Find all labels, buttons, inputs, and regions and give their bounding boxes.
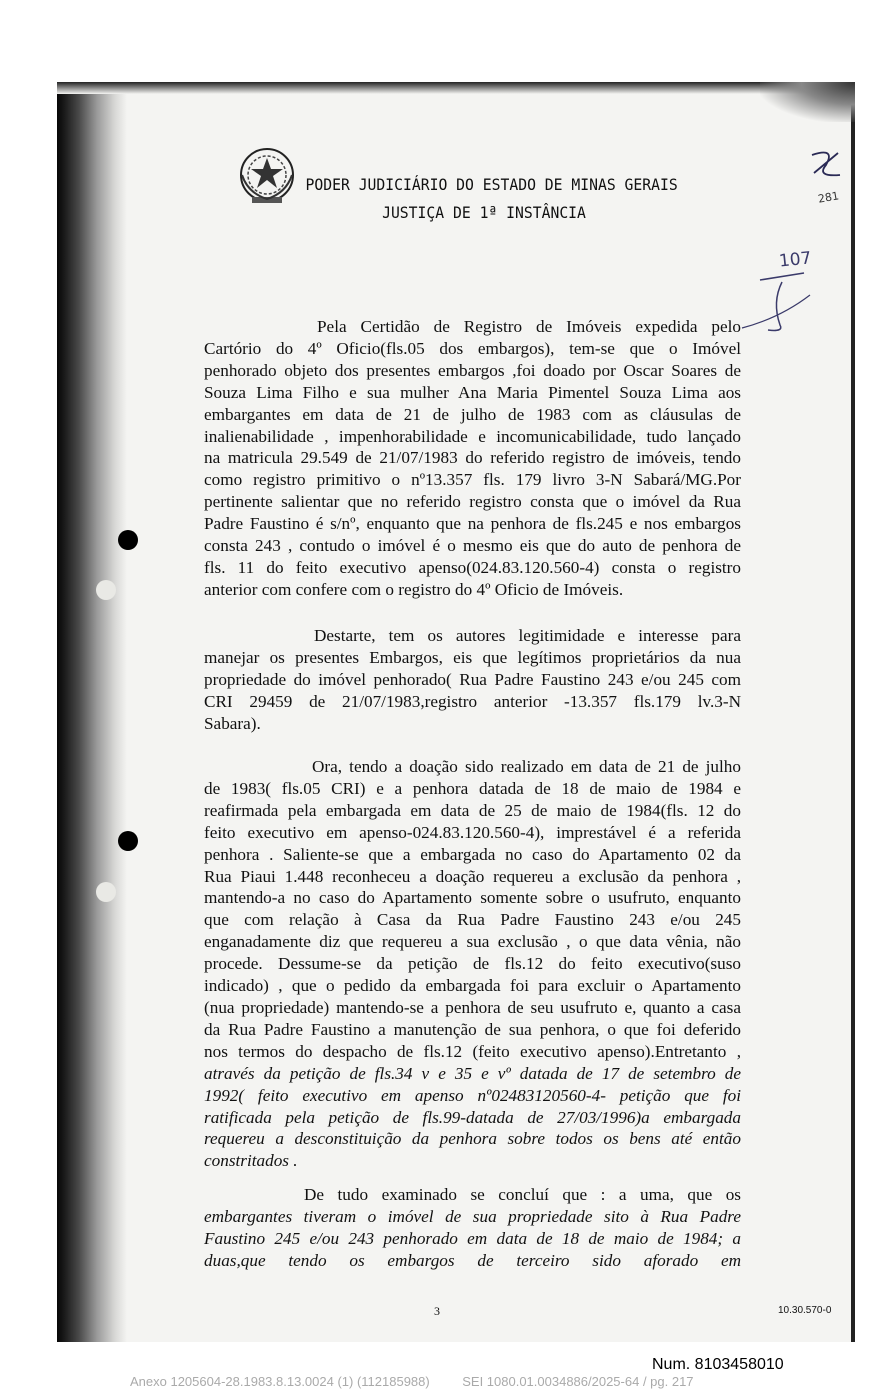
paragraph-3 — [204, 756, 741, 1172]
text-line: ratificada pela petição de fls.99-datada de 27/03/1996)a embargada — [204, 1107, 741, 1127]
punch-hole — [96, 580, 116, 600]
text-line: mantendo-a no caso do Apartamento somente sobre o usufruto, enquanto — [204, 888, 741, 908]
text-line: embargantes tiveram o imóvel de sua propriedade sito à Rua Padre — [204, 1206, 741, 1226]
text-line: Souza Lima Filho e sua mulher Ana Maria Pimentel Souza Lima aos — [204, 382, 741, 402]
paragraph-1 — [204, 316, 741, 601]
corner-page-mark: 281 — [817, 189, 840, 206]
text-line: feito executivo em apenso-024.83.120.560-4), imprestável é a referida — [204, 822, 741, 842]
coat-of-arms-seal-icon — [234, 145, 300, 207]
text-line: 1992( feito executivo em apenso nº02483120560-4- petição que foi — [204, 1085, 741, 1105]
text-line: na matricula 29.549 de 21/07/1983 do referido registro de imóveis, tendo — [204, 448, 741, 468]
text-line: Destarte, tem os autores legitimidade e interesse para — [314, 626, 741, 645]
text-line: Cartório do 4º Oficio(fls.05 dos embargos), tem-se que o Imóvel — [204, 338, 741, 358]
text-line: consta 243 , contudo o imóvel é o mesmo eis que do auto de penhora de — [204, 536, 741, 556]
text-line: fls. 11 do feito executivo apenso(024.83.120.560-4) consta o registro — [204, 557, 741, 577]
text-line: manejar os presentes Embargos, eis que legítimos proprietários da nua — [204, 647, 741, 667]
text-line: Faustino 245 e/ou 243 penhorado em data de 18 de maio de 1984; a — [204, 1228, 741, 1248]
text-line: Rua Piaui 1.448 reconheceu a doação requereu a exclusão da penhora , — [204, 866, 741, 886]
scan-shadow-right — [851, 82, 855, 1342]
scan-corner-shadow — [760, 82, 855, 122]
text-line: penhorado objeto dos presentes embargos ,foi doado por Oscar Soares de — [204, 360, 741, 380]
text-line: através da petição de fls.34 v e 35 e vº datada de 17 de setembro de — [204, 1063, 741, 1083]
handwritten-scribble-icon — [806, 145, 846, 190]
text-line: de 1983( fls.05 CRI) e a penhora datada de 18 de maio de 1984 e — [204, 778, 741, 798]
document-reference: Anexo 1205604-28.1983.8.13.0024 (1) (112185988) SEI 1080.01.0034886/2025-64 / pg. 217 — [130, 1374, 694, 1389]
text-line: duas,que tendo os embargos de terceiro sido aforado em — [204, 1250, 741, 1270]
text-line: nos termos do despacho de fls.12 (feito executivo apenso).Entretanto , — [204, 1041, 741, 1061]
text-line: pertinente salientar que no referido registro consta que o imóvel da Rua — [204, 492, 741, 512]
punch-hole — [96, 882, 116, 902]
page-number: 3 — [434, 1304, 440, 1318]
text-line: Padre Faustino é s/nº, enquanto que na penhora de fls.245 e nos embargos — [204, 514, 741, 534]
text-line: da Rua Padre Faustino a manutenção de sua penhora, o que foi deferido — [204, 1019, 741, 1039]
text-line: procede. Dessume-se da petição de fls.12 do feito executivo(suso — [204, 954, 741, 974]
text-line: como registro primitivo o nº13.357 fls. 179 livro 3-N Sabará/MG.Por — [204, 470, 741, 490]
text-line: (nua propriedade) mantendo-se a penhora de seu usufruto e, quanto a casa — [204, 997, 741, 1017]
text-line: reafirmada pela embargada em data de 25 de maio de 1984(fls. 12 do — [204, 800, 741, 820]
paragraph-4 — [204, 1184, 741, 1272]
paragraph-2 — [204, 625, 741, 735]
court-subheading: JUSTIÇA DE 1ª INSTÂNCIA — [382, 203, 586, 222]
punch-hole — [118, 530, 138, 550]
text-line: De tudo examinado se concluí que : a uma, que os — [304, 1185, 741, 1204]
text-line: anterior com confere com o registro do 4º Oficio de Imóveis. — [204, 579, 624, 599]
text-line: que com relação à Casa da Rua Padre Faustino 243 e/ou 245 — [204, 910, 741, 930]
court-heading: PODER JUDICIÁRIO DO ESTADO DE MINAS GERAIS — [305, 175, 678, 194]
scan-shadow-left — [57, 82, 127, 1342]
text-line: embargantes em data de 21 de julho de 1983 com as cláusulas de — [204, 404, 741, 424]
form-code: 10.30.570-0 — [778, 1305, 832, 1316]
text-line: Sabara). — [204, 713, 261, 733]
scan-shadow-top — [57, 82, 855, 94]
text-line: propriedade do imóvel penhorado( Rua Padre Faustino 243 e/ou 245 com — [204, 669, 741, 689]
text-line: indicado) , que o pedido da embargada foi para excluir o Apartamento — [204, 976, 741, 996]
text-line: penhora . Saliente-se que a embargada no caso do Apartamento 02 da — [204, 844, 741, 864]
text-line: Ora, tendo a doação sido realizado em data de 21 de julho — [312, 757, 741, 776]
text-line: Pela Certidão de Registro de Imóveis expedida pelo — [317, 317, 741, 336]
handwritten-page-number: 107 — [778, 248, 813, 272]
text-line: requereu a desconstituição da penhora sobre todos os bens até então — [204, 1129, 741, 1149]
text-line: enganadamente diz que requereu a sua exclusão , o que data vênia, não — [204, 932, 741, 952]
text-line: CRI 29459 de 21/07/1983,registro anterior -13.357 fls.179 lv.3-N — [204, 691, 741, 711]
text-line: inalienabilidade , impenhorabilidade e incomunicabilidade, tudo lançado — [204, 426, 741, 446]
punch-hole — [118, 831, 138, 851]
document-number: Num. 8103458010 — [652, 1356, 784, 1373]
text-line: constritados . — [204, 1151, 298, 1171]
